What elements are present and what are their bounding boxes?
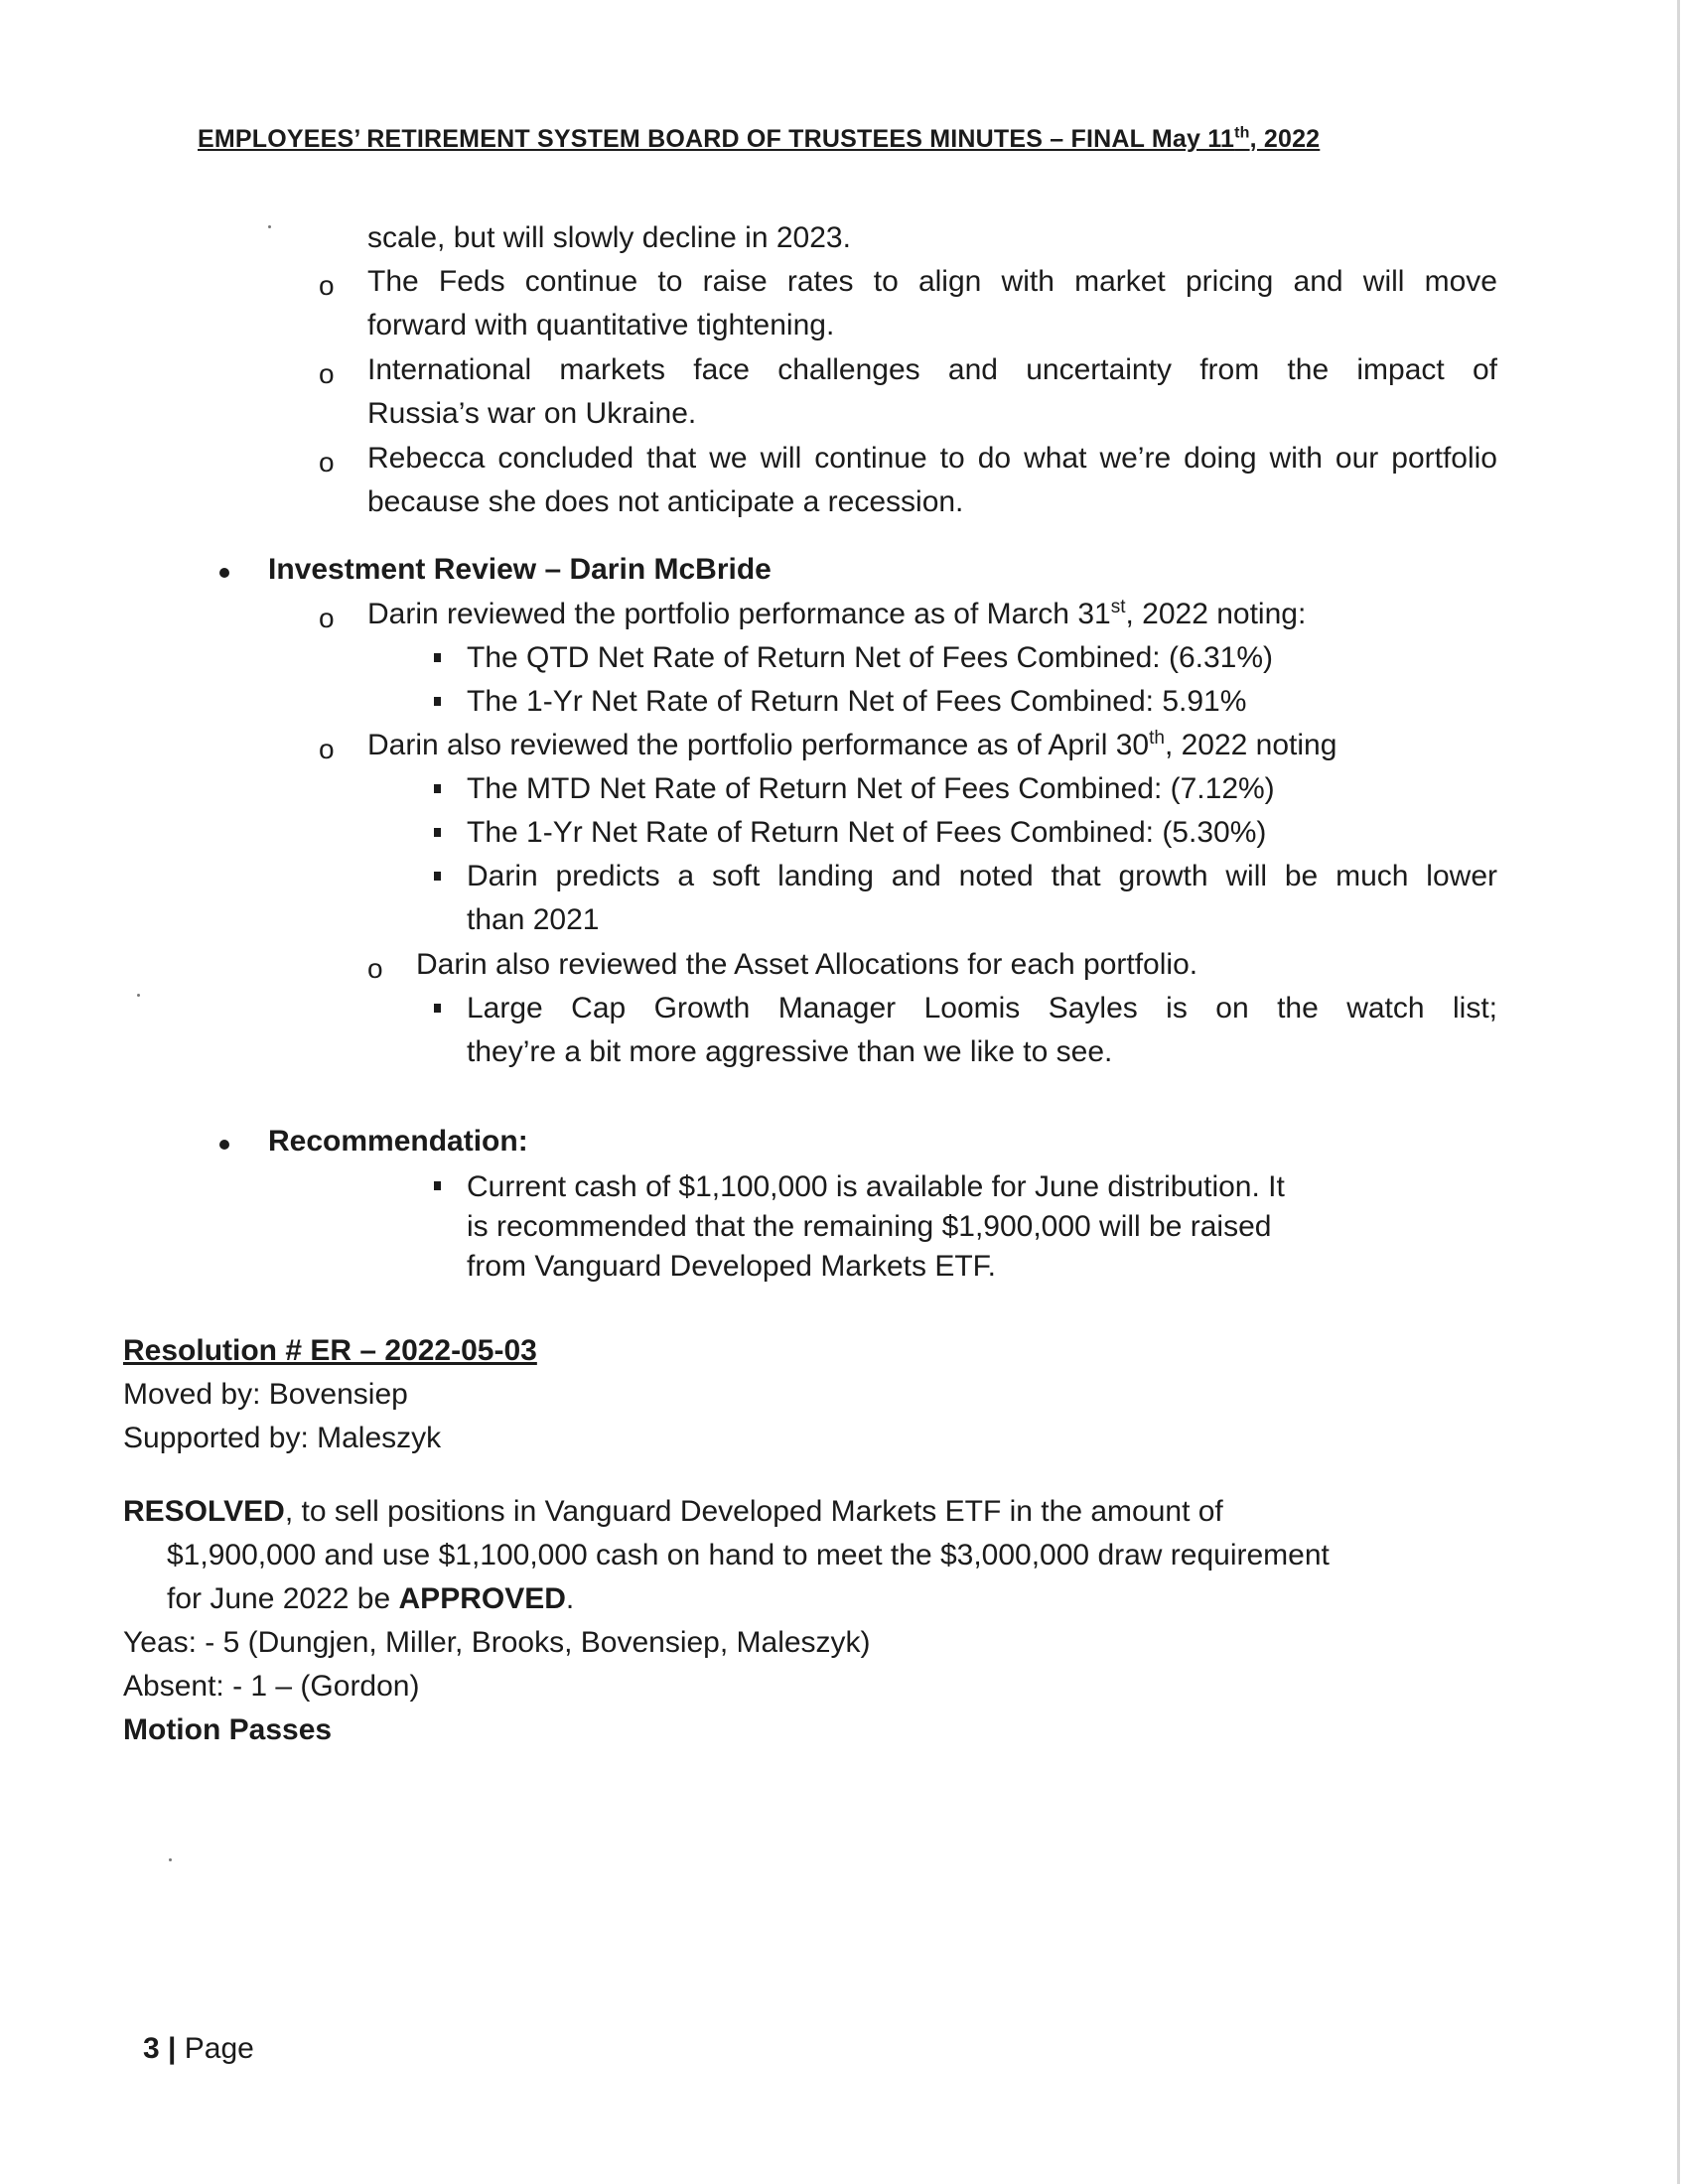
resolved-text: , to sell positions in Vanguard Developed Markets ETF in the amount of <box>284 1495 1223 1528</box>
april-review-suffix: th <box>1149 728 1165 749</box>
circle-bullet: o <box>319 734 335 764</box>
resolved-keyword: RESOLVED <box>123 1495 285 1528</box>
resolved-line-3 <box>167 1577 574 1621</box>
april-review-line <box>367 724 1336 767</box>
scan-speck <box>268 225 271 228</box>
resolved-line-1 <box>123 1490 1223 1534</box>
march-review-line <box>367 593 1306 636</box>
soft-landing-line-2: than 2021 <box>467 903 600 936</box>
fed-rates-line-2: forward with quantitative tightening. <box>367 309 835 341</box>
circle-bullet: o <box>319 270 335 301</box>
watch-list-line-1: Large Cap Growth Manager Loomis Sayles is on the watch list; <box>467 992 1497 1024</box>
yeas-line: Yeas: - 5 (Dungjen, Miller, Brooks, Bovensiep, Maleszyk) <box>123 1626 871 1659</box>
page-footer <box>143 2027 254 2071</box>
recommendation-line-3: from Vanguard Developed Markets ETF. <box>467 1250 997 1283</box>
scan-edge <box>1677 0 1680 2184</box>
april-review-date-tail: , 2022 noting <box>1164 729 1337 761</box>
resolved-text-tail: for June 2022 be <box>167 1582 399 1615</box>
page-number: 3 <box>143 2032 160 2065</box>
square-bullet <box>434 697 441 706</box>
rebecca-line-1: Rebecca concluded that we will continue to do what we’re doing with our portfolio <box>367 442 1497 475</box>
march-review-text: Darin reviewed the portfolio performance as of March 31 <box>367 598 1111 630</box>
continuation-line: scale, but will slowly decline in 2023. <box>367 221 851 254</box>
international-line-1: International markets face challenges and uncertainty from the impact of <box>367 353 1497 386</box>
page-separator: | <box>168 2032 177 2065</box>
april-review-text: Darin also reviewed the portfolio performance as of April 30 <box>367 729 1150 761</box>
recommendation-heading: Recommendation: <box>268 1125 528 1158</box>
header-day-suffix: th <box>1234 124 1250 142</box>
march-review-suffix: st <box>1110 597 1126 617</box>
asset-allocation-line: Darin also reviewed the Asset Allocations for each portfolio. <box>416 948 1198 981</box>
soft-landing-line-1: Darin predicts a soft landing and noted that growth will be much lower <box>467 860 1497 892</box>
circle-bullet: o <box>367 953 383 984</box>
square-bullet <box>434 828 441 837</box>
header-year: , 2022 <box>1249 125 1321 153</box>
rebecca-line-2: because she does not anticipate a recession. <box>367 485 964 518</box>
april-1yr-return: The 1-Yr Net Rate of Return Net of Fees Combined: (5.30%) <box>467 816 1267 849</box>
circle-bullet: o <box>319 447 335 478</box>
square-bullet <box>434 653 441 662</box>
circle-bullet: o <box>319 603 335 633</box>
moved-by: Moved by: Bovensiep <box>123 1378 408 1411</box>
header-title: EMPLOYEES’ RETIREMENT SYSTEM BOARD OF TRUSTEES MINUTES – FINAL May 11 <box>198 125 1235 153</box>
fed-rates-line-1: The Feds continue to raise rates to align with market pricing and will move <box>367 265 1497 298</box>
april-mtd-return: The MTD Net Rate of Return Net of Fees Combined: (7.12%) <box>467 772 1275 805</box>
square-bullet <box>434 1004 441 1013</box>
international-line-2: Russia’s war on Ukraine. <box>367 397 697 430</box>
resolution-title: Resolution # ER – 2022-05-03 <box>123 1334 537 1367</box>
approved-keyword: APPROVED <box>398 1582 566 1615</box>
circle-bullet: o <box>319 358 335 389</box>
march-1yr-return: The 1-Yr Net Rate of Return Net of Fees Combined: 5.91% <box>467 685 1247 718</box>
page-label: Page <box>184 2032 254 2065</box>
square-bullet <box>434 872 441 881</box>
march-review-date-tail: , 2022 noting: <box>1125 598 1307 630</box>
supported-by: Supported by: Maleszyk <box>123 1422 442 1454</box>
recommendation-line-2: is recommended that the remaining $1,900,000 will be raised <box>467 1210 1272 1243</box>
square-bullet <box>434 784 441 793</box>
scan-speck <box>137 994 140 997</box>
resolved-period: . <box>565 1582 575 1615</box>
scan-speck <box>169 1858 172 1861</box>
page-header <box>198 125 1435 154</box>
motion-passes: Motion Passes <box>123 1713 333 1746</box>
disc-bullet <box>219 568 229 578</box>
absent-line: Absent: - 1 – (Gordon) <box>123 1670 420 1703</box>
square-bullet <box>434 1181 441 1190</box>
march-qtd-return: The QTD Net Rate of Return Net of Fees Combined: (6.31%) <box>467 641 1274 674</box>
disc-bullet <box>219 1140 229 1150</box>
resolved-line-2: $1,900,000 and use $1,100,000 cash on hand to meet the $3,000,000 draw requirement <box>167 1539 1330 1571</box>
investment-review-heading: Investment Review – Darin McBride <box>268 553 772 586</box>
recommendation-line-1: Current cash of $1,100,000 is available for June distribution. It <box>467 1170 1285 1203</box>
watch-list-line-2: they’re a bit more aggressive than we like to see. <box>467 1035 1113 1068</box>
